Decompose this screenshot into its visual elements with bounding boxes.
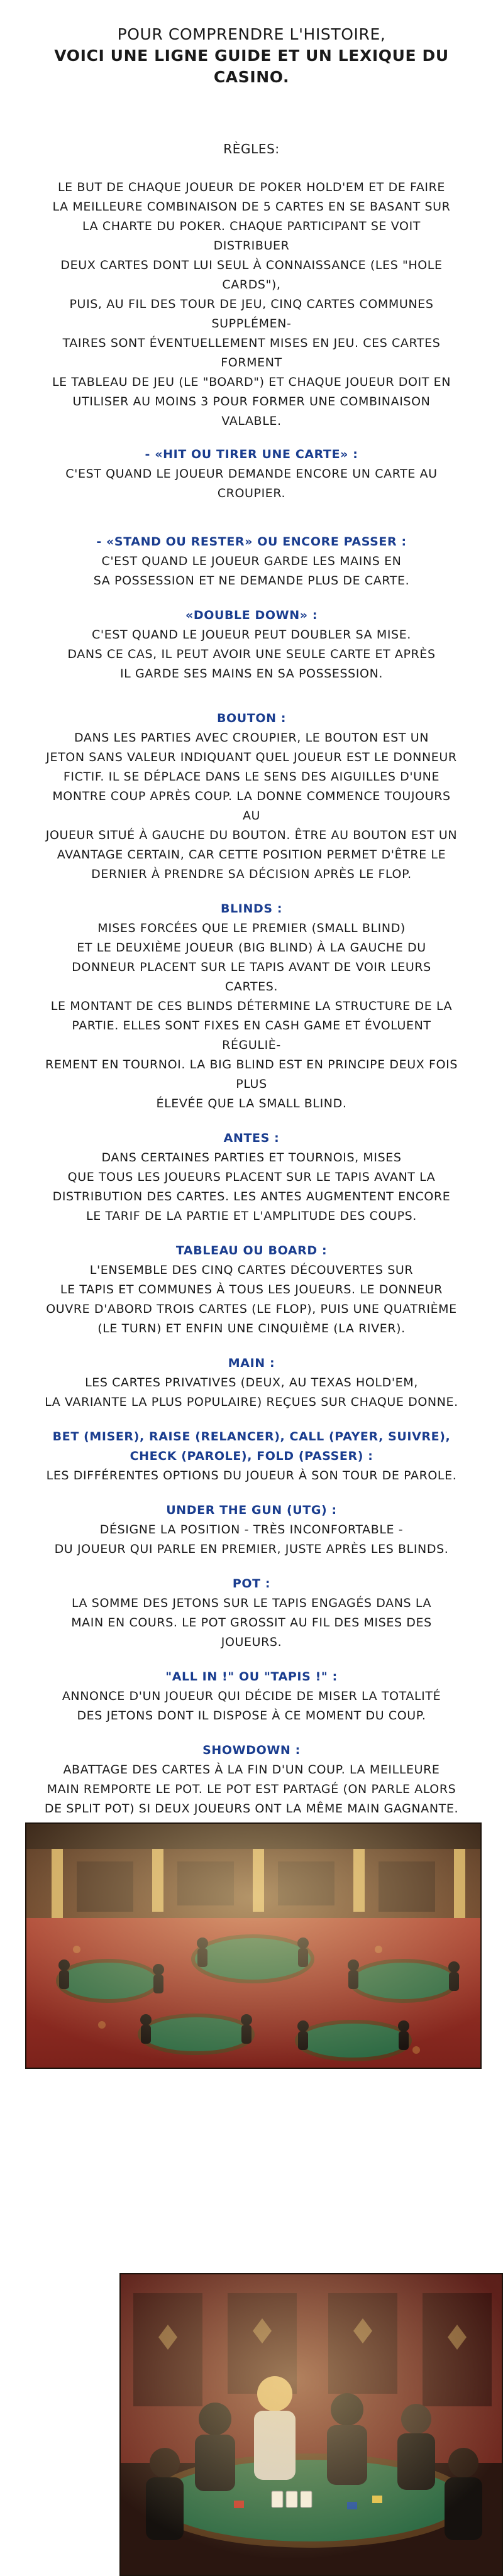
lexicon-line: MISES FORCÉES QUE LE PREMIER (SMALL BLIND) bbox=[97, 921, 406, 935]
rules-line: TAIRES SONT ÉVENTUELLEMENT MISES EN JEU. CES CARTES FORMENT bbox=[62, 336, 441, 370]
lexicon-line: LE TAPIS ET COMMUNES À TOUS LES JOUEURS. LE DONNEUR bbox=[60, 1283, 443, 1296]
lexicon-line: DANS CE CAS, IL PEUT AVOIR UNE SEULE CARTE ET APRÈS bbox=[67, 647, 436, 661]
lexicon-line: C'EST QUAND LE JOUEUR DEMANDE ENCORE UN CARTE AU CROUPIER. bbox=[65, 467, 438, 500]
lexicon-line: REMENT EN TOURNOI. LA BIG BLIND EST EN PRINCIPE DEUX FOIS PLUS bbox=[45, 1058, 458, 1091]
lexicon-line: ÉLEVÉE QUE LA SMALL BLIND. bbox=[156, 1097, 347, 1110]
lexicon-term: «DOUBLE DOWN» : bbox=[185, 608, 318, 622]
lexicon-line: MAIN EN COURS. LE POT GROSSIT AU FIL DES MISES DES JOUEURS. bbox=[71, 1616, 432, 1649]
lexicon-term: ANTES : bbox=[223, 1131, 280, 1145]
lexicon-term: UNDER THE GUN (UTG) : bbox=[166, 1503, 337, 1517]
lexicon-line: ET LE DEUXIÈME JOUEUR (BIG BLIND) À LA GAUCHE DU bbox=[77, 941, 426, 955]
spotlight-glow bbox=[121, 2274, 502, 2575]
comic-panel-poker-table bbox=[119, 2273, 503, 2576]
lexicon-entry-hit bbox=[44, 445, 459, 503]
lexicon-line: LES DIFFÉRENTES OPTIONS DU JOUEUR À SON TOUR DE PAROLE. bbox=[46, 1469, 457, 1483]
lexicon-term: - «HIT OU TIRER UNE CARTE» : bbox=[145, 447, 358, 461]
lexicon-line: DES JETONS DONT IL DISPOSE À CE MOMENT DU COUP. bbox=[77, 1709, 426, 1723]
lexicon-entry-utg bbox=[44, 1501, 459, 1559]
lexicon-entry-double-down bbox=[44, 606, 459, 684]
lexicon-entry-pot bbox=[44, 1574, 459, 1652]
lexicon-line: JETON SANS VALEUR INDIQUANT QUEL JOUEUR EST LE DONNEUR bbox=[46, 750, 457, 764]
lexicon-entry-all-in bbox=[44, 1667, 459, 1726]
lexicon-line: DONNEUR PLACENT SUR LE TAPIS AVANT DE VOIR LEURS CARTES. bbox=[72, 960, 431, 994]
rules-paragraph bbox=[44, 178, 459, 431]
lexicon-line: SA POSSESSION ET NE DEMANDE PLUS DE CARTE. bbox=[93, 574, 410, 588]
lexicon-line: C'EST QUAND LE JOUEUR PEUT DOUBLER SA MISE. bbox=[92, 628, 411, 642]
lexicon-term: "ALL IN !" OU "TAPIS !" : bbox=[165, 1670, 338, 1684]
lexicon-entry-blinds bbox=[44, 899, 459, 1114]
lexicon-term: TABLEAU OU BOARD : bbox=[175, 1244, 328, 1258]
lexicon-line: OUVRE D'ABORD TROIS CARTES (LE FLOP), PUIS UNE QUATRIÈME bbox=[46, 1302, 457, 1316]
lexicon-term: POT : bbox=[232, 1577, 271, 1591]
intro-line-1: POUR COMPRENDRE L'HISTOIRE, bbox=[117, 25, 386, 43]
lexicon-line: LE TARIF DE LA PARTIE ET L'AMPLITUDE DES COUPS. bbox=[86, 1209, 417, 1223]
rules-title: RÈGLES: bbox=[223, 141, 280, 156]
lexicon-entry-board bbox=[44, 1241, 459, 1339]
lexicon-line: MAIN REMPORTE LE POT. LE POT EST PARTAGÉ (ON PARLE ALORS bbox=[47, 1782, 456, 1796]
lexicon-term-continued: CHECK (PAROLE), FOLD (PASSER) : bbox=[130, 1449, 373, 1463]
rules-line: UTILISER AU MOINS 3 POUR FORMER UNE COMBINAISON VALABLE. bbox=[72, 395, 431, 428]
comic-panel-casino-hall bbox=[25, 1822, 482, 2069]
intro-line-2: VOICI UNE LIGNE GUIDE ET UN LEXIQUE DU CASINO. bbox=[54, 47, 449, 86]
lexicon-line: ANNONCE D'UN JOUEUR QUI DÉCIDE DE MISER LA TOTALITÉ bbox=[62, 1689, 441, 1703]
lexicon-line: MONTRE COUP APRÈS COUP. LA DONNE COMMENCE TOUJOURS AU bbox=[52, 789, 451, 823]
rules-line: LE BUT DE CHAQUE JOUEUR DE POKER HOLD'EM ET DE FAIRE bbox=[57, 180, 446, 194]
lexicon-line: ABATTAGE DES CARTES À LA FIN D'UN COUP. LA MEILLEURE bbox=[63, 1763, 440, 1777]
lexicon-line: L'ENSEMBLE DES CINQ CARTES DÉCOUVERTES SUR bbox=[89, 1263, 414, 1277]
lexicon-entry-bouton bbox=[44, 709, 459, 884]
ceiling-light-glow bbox=[26, 1824, 480, 2068]
lexicon-line: LA VARIANTE LA PLUS POPULAIRE) REÇUES SUR CHAQUE DONNE. bbox=[45, 1395, 458, 1409]
intro-heading bbox=[44, 24, 459, 88]
lexicon-line: DANS CERTAINES PARTIES ET TOURNOIS, MISES bbox=[101, 1151, 402, 1165]
lexicon-entry-main bbox=[44, 1354, 459, 1412]
lexicon-entry-actions bbox=[44, 1427, 459, 1486]
lexicon-line: QUE TOUS LES JOUEURS PLACENT SUR LE TAPIS AVANT LA bbox=[67, 1170, 436, 1184]
lexicon bbox=[44, 445, 459, 1834]
rules-line: DEUX CARTES DONT LUI SEUL À CONNAISSANCE (LES "HOLE CARDS"), bbox=[60, 258, 443, 292]
rules-line: PUIS, AU FIL DES TOUR DE JEU, CINQ CARTES COMMUNES SUPPLÉMEN- bbox=[69, 297, 434, 331]
rules-line: LA CHARTE DU POKER. CHAQUE PARTICIPANT SE VOIT DISTRIBUER bbox=[82, 219, 421, 253]
lexicon-term: BOUTON : bbox=[216, 711, 287, 725]
lexicon-line: DU JOUEUR QUI PARLE EN PREMIER, JUSTE APRÈS LES BLINDS. bbox=[54, 1542, 449, 1556]
lexicon-line: C'EST QUAND LE JOUEUR GARDE LES MAINS EN bbox=[101, 554, 402, 568]
lexicon-term: - «STAND OU RESTER» OU ENCORE PASSER : bbox=[96, 535, 407, 549]
lexicon-entry-stand bbox=[44, 532, 459, 591]
lexicon-line: PARTIE. ELLES SONT FIXES EN CASH GAME ET ÉVOLUENT RÉGULIÈ- bbox=[72, 1019, 431, 1052]
lexicon-line: AVANTAGE CERTAIN, CAR CETTE POSITION PERMET D'ÊTRE LE bbox=[57, 848, 446, 862]
lexicon-line: (LE TURN) ET ENFIN UNE CINQUIÈME (LA RIVER). bbox=[97, 1322, 406, 1335]
lexicon-line: FICTIF. IL SE DÉPLACE DANS LE SENS DES AIGUILLES D'UNE bbox=[63, 770, 440, 784]
lexicon-term: SHOWDOWN : bbox=[202, 1743, 301, 1757]
lexicon-line: DERNIER À PRENDRE SA DÉCISION APRÈS LE FLOP. bbox=[91, 867, 412, 881]
lexicon-term: BLINDS : bbox=[220, 902, 283, 916]
lexicon-line: DÉSIGNE LA POSITION - TRÈS INCONFORTABLE - bbox=[99, 1523, 404, 1537]
lexicon-entry-antes bbox=[44, 1129, 459, 1226]
casino-hall-illustration bbox=[26, 1824, 480, 2068]
lexicon-line: DE SPLIT POT) SI DEUX JOUEURS ONT LA MÊME MAIN GAGNANTE. bbox=[44, 1802, 459, 1816]
lexicon-line: LA SOMME DES JETONS SUR LE TAPIS ENGAGÉS DANS LA bbox=[71, 1596, 432, 1610]
lexicon-line: LES CARTES PRIVATIVES (DEUX, AU TEXAS HOLD'EM, bbox=[85, 1376, 418, 1389]
rules-line: LE TABLEAU DE JEU (LE "BOARD") ET CHAQUE JOUEUR DOIT EN bbox=[52, 375, 451, 389]
lexicon-term: BET (MISER), RAISE (RELANCER), CALL (PAYER, SUIVRE), bbox=[52, 1430, 451, 1444]
lexicon-line: LE MONTANT DE CES BLINDS DÉTERMINE LA STRUCTURE DE LA bbox=[50, 999, 453, 1013]
lexicon-line: JOUEUR SITUÉ À GAUCHE DU BOUTON. ÊTRE AU BOUTON EST UN bbox=[45, 828, 458, 842]
lexicon-line: DISTRIBUTION DES CARTES. LES ANTES AUGMENTENT ENCORE bbox=[52, 1190, 451, 1203]
lexicon-line: DANS LES PARTIES AVEC CROUPIER, LE BOUTON EST UN bbox=[74, 731, 429, 745]
lexicon-term: MAIN : bbox=[228, 1356, 275, 1370]
lexicon-line: IL GARDE SES MAINS EN SA POSSESSION. bbox=[119, 667, 384, 681]
rules-line: LA MEILLEURE COMBINAISON DE 5 CARTES EN SE BASANT SUR bbox=[52, 200, 451, 214]
poker-table-illustration bbox=[121, 2274, 502, 2575]
lexicon-entry-showdown bbox=[44, 1741, 459, 1819]
